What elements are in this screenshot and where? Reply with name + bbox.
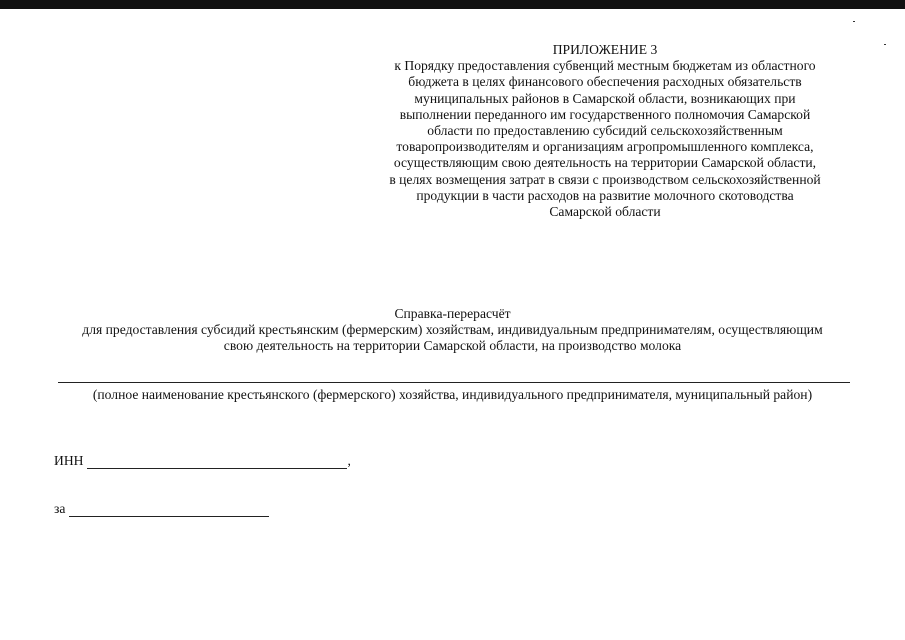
appendix-line: осуществляющим свою деятельность на территории Самарской области, bbox=[393, 155, 817, 171]
inn-label: ИНН bbox=[54, 453, 84, 468]
appendix-line: Самарской области bbox=[549, 204, 661, 220]
appendix-line: к Порядку предоставления субвенций местным бюджетам из областного bbox=[394, 58, 816, 74]
scan-top-border bbox=[0, 0, 905, 9]
organization-name-field[interactable] bbox=[58, 382, 850, 383]
subtitle-line: свою деятельность на территории Самарской области, на производство молока bbox=[223, 338, 682, 353]
period-label: за bbox=[54, 501, 66, 516]
organization-name-caption: (полное наименование крестьянского (фермерского) хозяйства, индивидуального предпринимателя, муниципальный район) bbox=[92, 387, 813, 402]
inn-row bbox=[54, 453, 351, 469]
appendix-block bbox=[355, 42, 855, 220]
appendix-line: продукции в части расходов на развитие молочного скотоводства bbox=[416, 187, 794, 203]
scan-speck bbox=[884, 44, 886, 45]
appendix-line: области по предоставлению субсидий сельскохозяйственным bbox=[427, 123, 783, 139]
period-row bbox=[54, 501, 269, 517]
inn-field[interactable] bbox=[87, 455, 347, 469]
subtitle-line: для предоставления субсидий крестьянским (фермерским) хозяйствам, индивидуальным предпринимателям, осуществляющим bbox=[82, 322, 823, 337]
appendix-line: товаропроизводителям и организациям агропромышленного комплекса, bbox=[396, 139, 814, 155]
appendix-line: в целях возмещения затрат в связи с производством сельскохозяйственной bbox=[389, 171, 821, 187]
appendix-line: муниципальных районов в Самарской области, возникающих при bbox=[414, 90, 796, 106]
appendix-line: выполнении переданного им государственного полномочия Самарской bbox=[399, 106, 811, 122]
inn-comma: , bbox=[347, 453, 351, 468]
appendix-heading: ПРИЛОЖЕНИЕ 3 bbox=[552, 42, 658, 57]
document-subtitle bbox=[30, 322, 875, 354]
document-title: Справка-перерасчёт bbox=[394, 306, 511, 321]
period-field[interactable] bbox=[69, 503, 269, 517]
scan-speck bbox=[853, 21, 855, 22]
appendix-line: бюджета в целях финансового обеспечения расходных обязательств bbox=[408, 74, 802, 90]
